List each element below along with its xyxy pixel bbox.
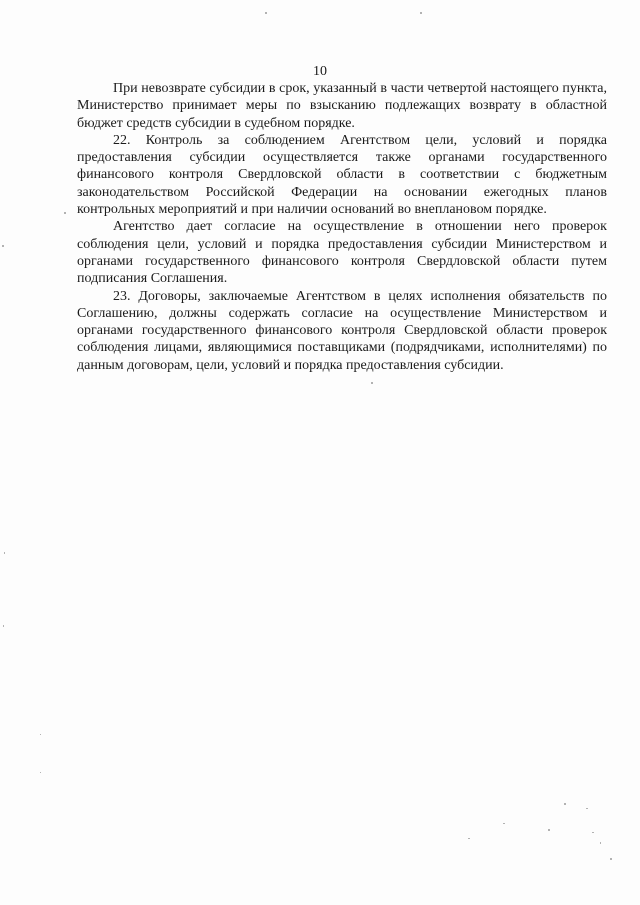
scan-speck <box>592 832 594 833</box>
scan-speck <box>503 823 505 824</box>
scan-speck <box>265 12 267 14</box>
scan-speck <box>40 734 41 735</box>
scan-speck <box>610 858 612 860</box>
scan-speck <box>2 245 4 247</box>
paragraph-refund-enforcement: При невозврате субсидии в срок, указанный в части четвертой настоящего пункта, Министерство принимает меры по взысканию подлежащих возврату в областной бюджет средств субсидии в судебном порядке. <box>77 81 607 131</box>
scan-speck <box>40 772 41 773</box>
paragraph-23-contracts: 23. Договоры, заключаемые Агентством в целях исполнения обязательств по Соглашению, должны содержать согласие на осуществление Министерством и органами государственного финансового контроля Свердловской области проверок соблюдения лицами, являющимися поставщиками (подрядчиками, исполнителями) по данным договорам, цели, условий и порядка предоставления субсидии. <box>77 288 607 373</box>
scan-speck <box>548 829 550 831</box>
scan-speck <box>600 842 601 844</box>
scan-speck <box>564 803 566 805</box>
scan-speck <box>371 382 373 384</box>
scan-speck <box>420 12 422 14</box>
document-body <box>77 80 607 374</box>
page-number: 10 <box>313 64 327 79</box>
paragraph-22-financial-control: 22. Контроль за соблюдением Агентством цели, условий и порядка предоставления субсидии осуществляется также органами государственного финансового контроля Свердловской области в соответствии с бюджетным законодательством Российской Федерации на основании ежегодных планов контрольных мероприятий и при наличии оснований во внеплановом порядке. <box>77 132 607 218</box>
scan-speck <box>468 838 470 839</box>
scan-speck <box>586 808 588 809</box>
scan-speck <box>4 552 5 554</box>
paragraph-agency-consent: Агентство дает согласие на осуществление в отношении него проверок соблюдения цели, условий и порядка предоставления субсидии Министерством и органами государственного финансового контроля Свердловской области путем подписания Соглашения. <box>77 219 607 287</box>
scan-speck <box>64 212 66 214</box>
scan-speck <box>3 625 4 627</box>
